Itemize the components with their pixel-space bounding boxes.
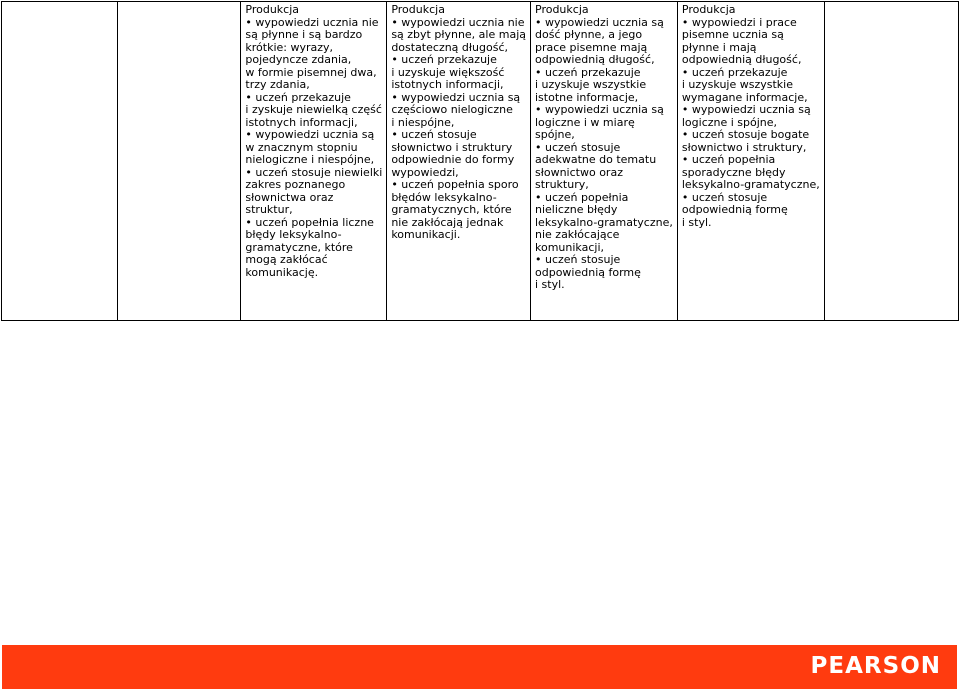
cell-text-line: leksykalno-gramatyczne, bbox=[535, 215, 673, 229]
cell-text-line: nie zakłócają jednak bbox=[391, 215, 504, 229]
table-cell bbox=[241, 2, 387, 321]
cell-text-line: komunikacji, bbox=[535, 240, 604, 254]
cell-text-line: trzy zdania, bbox=[245, 78, 310, 91]
cell-text-line: słownictwa oraz bbox=[245, 190, 334, 204]
cell-text-line: • uczeń stosuje bbox=[535, 140, 621, 154]
cell-heading: Produkcja bbox=[391, 3, 445, 16]
cell-text-line: • uczeń przekazuje bbox=[681, 65, 788, 79]
cell-text-line: • wypowiedzi ucznia są bbox=[535, 103, 664, 116]
cell-text-line: struktur, bbox=[245, 203, 293, 216]
cell-text-line: wypowiedzi, bbox=[391, 165, 459, 179]
cell-text-line: są płynne i są bardzo bbox=[245, 28, 363, 41]
cell-text-line: • uczeń stosuje bbox=[681, 190, 768, 204]
cell-text-line: pojedyncze zdania, bbox=[245, 53, 352, 66]
cell-text-line: odpowiednie do formy bbox=[391, 153, 515, 166]
pearson-logo: PEARSON bbox=[810, 653, 941, 679]
cell-text-line: leksykalno-gramatyczne, bbox=[681, 178, 820, 191]
cell-text-line: w znacznym stopniu bbox=[245, 140, 358, 154]
table-cell bbox=[677, 2, 824, 321]
table-cell bbox=[531, 2, 678, 321]
cell-text-line: • wypowiedzi ucznia są bbox=[391, 90, 521, 104]
cell-text-line: • wypowiedzi ucznia nie bbox=[245, 15, 379, 29]
grading-criteria-table bbox=[1, 1, 959, 321]
cell-text-line: mogą zakłócać bbox=[245, 253, 328, 266]
cell-text-line: logiczne i w miarę bbox=[535, 115, 635, 129]
cell-text-line: słownictwo i struktury bbox=[391, 140, 513, 154]
cell-heading: Produkcja bbox=[535, 3, 589, 16]
cell-text-line: logiczne i spójne, bbox=[681, 115, 778, 129]
cell-text-line: istotnych informacji, bbox=[391, 78, 504, 91]
cell-text-line: nie zakłócające bbox=[535, 228, 620, 241]
cell-text-line: • uczeń stosuje bogate bbox=[681, 128, 810, 141]
cell-text-line: gramatycznych, które bbox=[391, 203, 512, 216]
cell-text-line: i uzyskuje większość bbox=[391, 65, 505, 79]
cell-text-line: i uzyskuje wszystkie bbox=[535, 78, 647, 91]
cell-text-line: gramatyczne, które bbox=[245, 240, 353, 254]
cell-text-line: i niespójne, bbox=[391, 115, 455, 129]
cell-text-line: słownictwo oraz bbox=[535, 165, 623, 179]
cell-heading: Produkcja bbox=[245, 3, 300, 16]
cell-text-line: częściowo nielogiczne bbox=[391, 103, 513, 116]
cell-text-line: sporadyczne błędy bbox=[681, 165, 786, 179]
cell-text-line: nieliczne błędy bbox=[535, 203, 618, 216]
cell-text-line: dość płynne, a jego bbox=[535, 28, 643, 41]
table-cell bbox=[824, 2, 958, 321]
cell-text-line: • wypowiedzi ucznia są bbox=[245, 128, 375, 141]
cell-text-line: odpowiednią długość, bbox=[535, 53, 655, 66]
cell-text-line: • wypowiedzi ucznia są bbox=[535, 15, 664, 29]
cell-text-line: zakres poznanego bbox=[245, 178, 346, 191]
table-cell bbox=[387, 2, 531, 321]
cell-text-line: pisemne ucznia są bbox=[681, 28, 784, 41]
cell-text-line: są zbyt płynne, ale mają bbox=[391, 28, 526, 41]
cell-text-line: i uzyskuje wszystkie bbox=[681, 78, 793, 91]
cell-text-line: • uczeń stosuje niewielki bbox=[245, 165, 383, 179]
table-row bbox=[2, 2, 959, 321]
cell-text-line: adekwatne do tematu bbox=[535, 153, 657, 166]
cell-text-line: • uczeń stosuje bbox=[535, 253, 621, 266]
cell-text-line: • uczeń przekazuje bbox=[535, 65, 641, 79]
cell-text-line: • uczeń stosuje bbox=[391, 128, 477, 141]
cell-text-line: • wypowiedzi ucznia nie bbox=[391, 15, 525, 29]
cell-text-line: komunikację. bbox=[245, 265, 319, 279]
cell-text-line: • uczeń popełnia liczne bbox=[245, 215, 374, 229]
cell-text-line: wymagane informacje, bbox=[681, 90, 808, 104]
cell-text-line: prace pisemne mają bbox=[535, 40, 648, 54]
cell-text-line: • uczeń popełnia bbox=[535, 190, 629, 204]
cell-text-line: słownictwo i struktury, bbox=[681, 140, 807, 154]
cell-text-line: spójne, bbox=[535, 128, 575, 141]
cell-text-line: • uczeń popełnia sporo bbox=[391, 178, 519, 191]
cell-text-line: dostateczną długość, bbox=[391, 40, 508, 54]
table-cell bbox=[118, 2, 241, 321]
cell-text-line: • wypowiedzi ucznia są bbox=[681, 103, 811, 116]
cell-text-line: struktury, bbox=[535, 178, 589, 191]
cell-text-line: krótkie: wyrazy, bbox=[245, 40, 334, 54]
footer-bar bbox=[2, 645, 957, 689]
cell-text-line: płynne i mają bbox=[681, 40, 757, 54]
cell-text-line: odpowiednią formę bbox=[681, 203, 788, 216]
cell-text-line: istotne informacje, bbox=[535, 90, 639, 104]
cell-text-line: błędów leksykalno- bbox=[391, 190, 497, 204]
cell-text-line: i styl. bbox=[535, 278, 565, 291]
cell-text-line: istotnych informacji, bbox=[245, 115, 358, 129]
table-cell bbox=[2, 2, 118, 321]
cell-text-line: • wypowiedzi i prace bbox=[681, 15, 797, 29]
cell-text-line: odpowiednią formę bbox=[535, 265, 641, 279]
cell-text-line: błędy leksykalno- bbox=[245, 228, 342, 241]
cell-text-line: odpowiednią długość, bbox=[681, 53, 802, 66]
cell-text-line: i styl. bbox=[681, 215, 712, 229]
cell-text-line: • uczeń przekazuje bbox=[245, 90, 351, 104]
cell-text-line: • uczeń popełnia bbox=[681, 153, 776, 166]
cell-text-line: • uczeń przekazuje bbox=[391, 53, 497, 66]
cell-text-line: komunikacji. bbox=[391, 228, 461, 241]
cell-text-line: i zyskuje niewielką część bbox=[245, 103, 382, 116]
cell-text-line: w formie pisemnej dwa, bbox=[245, 65, 377, 79]
cell-heading: Produkcja bbox=[681, 3, 736, 16]
cell-text-line: nielogiczne i niespójne, bbox=[245, 153, 375, 166]
